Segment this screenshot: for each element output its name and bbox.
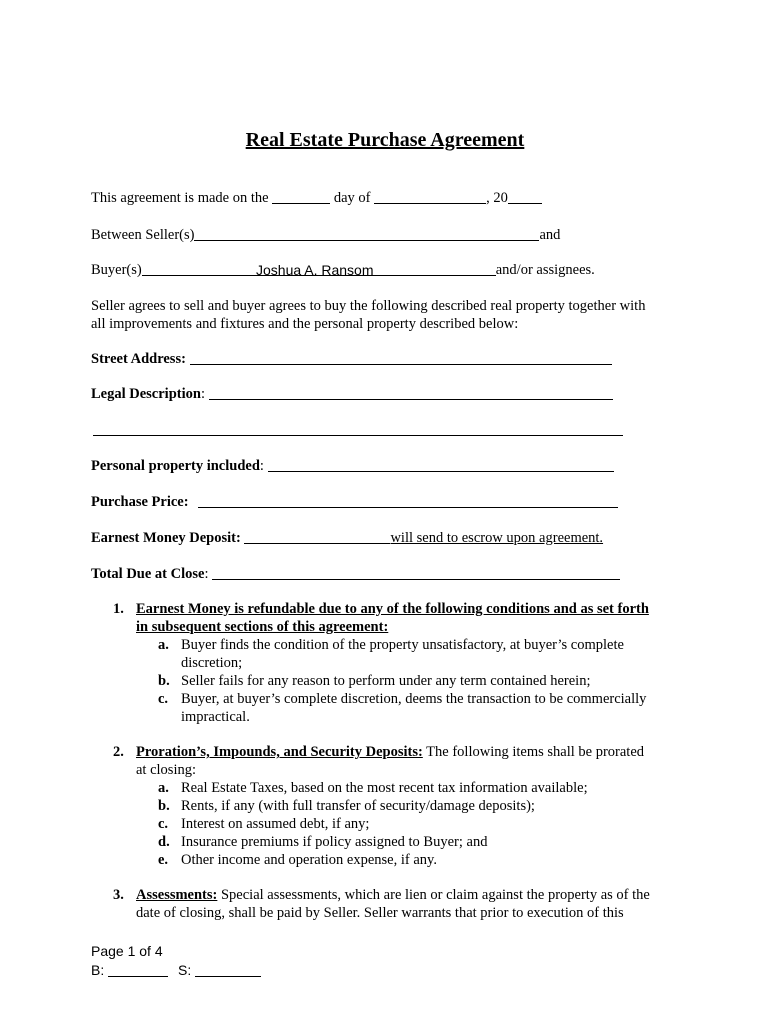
earnest-money-label: Earnest Money Deposit: <box>91 530 241 546</box>
day-field[interactable] <box>272 191 330 204</box>
section-2-item-d-letter: d. <box>158 834 170 850</box>
agreement-text-2: all improvements and fixtures and the personal property described below: <box>91 316 519 332</box>
seller-initials-field[interactable] <box>195 964 261 977</box>
buyer-name-value: Joshua A. Ransom <box>256 262 374 278</box>
section-1-item-b-text: Seller fails for any reason to perform under any term contained herein; <box>181 673 591 689</box>
section-2-item-e-letter: e. <box>158 852 169 868</box>
section-1-item-a-text-2: discretion; <box>181 655 243 671</box>
section-1-number: 1. <box>113 601 124 617</box>
seller-label: Between Seller(s) <box>91 227 195 243</box>
legal-description-continuation[interactable] <box>93 422 623 439</box>
section-2-item-c-letter: c. <box>158 816 169 832</box>
seller-field[interactable] <box>194 228 539 241</box>
date-line <box>91 190 542 207</box>
and-label: and <box>539 227 561 243</box>
section-1-item-b-letter: b. <box>158 673 170 689</box>
total-due-label: Total Due at Close <box>91 566 205 582</box>
section-2-item-b-text: Rents, if any (with full transfer of security/damage deposits); <box>181 798 535 814</box>
agreement-text-1: Seller agrees to sell and buyer agrees to buy the following described real property together with <box>91 298 646 314</box>
assignees-label: and/or assignees. <box>495 262 595 278</box>
buyer-initials-label: B: <box>91 962 105 978</box>
section-2-item-b-letter: b. <box>158 798 170 814</box>
buyer-label: Buyer(s) <box>91 262 142 278</box>
earnest-money-row <box>91 530 603 547</box>
personal-property-row: Personal property included: <box>91 458 614 475</box>
section-1-item-a-letter: a. <box>158 637 169 653</box>
purchase-price-label: Purchase Price: <box>91 494 189 510</box>
total-due-row: Total Due at Close: <box>91 566 620 583</box>
seller-line <box>91 227 560 244</box>
total-due-field[interactable] <box>212 567 620 580</box>
section-2-item-d-text: Insurance premiums if policy assigned to Buyer; and <box>181 834 488 850</box>
section-1-heading-1: Earnest Money is refundable due to any of the following conditions and as set forth <box>136 601 649 617</box>
street-address-label: Street Address: <box>91 351 186 367</box>
street-address-field[interactable] <box>190 352 612 365</box>
section-3-number: 3. <box>113 887 124 903</box>
made-on-label: This agreement is made on the <box>91 190 269 206</box>
page-number: Page 1 of 4 <box>91 943 163 959</box>
section-1-item-c-letter: c. <box>158 691 169 707</box>
section-3-line-1 <box>136 887 650 904</box>
earnest-money-field[interactable] <box>244 531 390 544</box>
day-of-label: day of <box>333 190 371 206</box>
buyer-initials-field[interactable] <box>108 964 168 977</box>
initials-row <box>91 962 261 978</box>
section-2-number: 2. <box>113 744 124 760</box>
section-1-item-c-text-2: impractical. <box>181 709 250 725</box>
escrow-note: will send to escrow upon agreement. <box>390 530 604 546</box>
personal-property-field[interactable] <box>268 459 614 472</box>
section-1-item-a-text-1: Buyer finds the condition of the property unsatisfactory, at buyer’s complete <box>181 637 624 653</box>
section-2-heading: Proration’s, Impounds, and Security Deposits: <box>136 744 423 760</box>
legal-description-row: Legal Description: <box>91 386 613 403</box>
purchase-price-field[interactable] <box>198 495 618 508</box>
personal-property-label: Personal property included <box>91 458 260 474</box>
section-2-text-2: at closing: <box>136 762 197 778</box>
section-2-line-1 <box>136 744 644 761</box>
year-prefix: , 20 <box>486 190 508 206</box>
section-1-item-c-text-1: Buyer, at buyer’s complete discretion, deems the transaction to be commercially <box>181 691 647 707</box>
seller-initials-label: S: <box>178 962 192 978</box>
month-field[interactable] <box>374 191 486 204</box>
legal-description-field[interactable] <box>209 387 613 400</box>
legal-description-label: Legal Description <box>91 386 201 402</box>
section-2-item-a-text: Real Estate Taxes, based on the most recent tax information available; <box>181 780 588 796</box>
section-1-heading-2: in subsequent sections of this agreement: <box>136 619 389 635</box>
section-3-heading: Assessments: <box>136 887 218 903</box>
street-address-row <box>91 351 612 368</box>
section-2-item-c-text: Interest on assumed debt, if any; <box>181 816 370 832</box>
document-title: Real Estate Purchase Agreement <box>245 129 525 151</box>
section-3-text-2: date of closing, shall be paid by Seller. Seller warrants that prior to execution of this <box>136 905 624 921</box>
section-3-text-1: Special assessments, which are lien or claim against the property as of the <box>217 887 650 903</box>
section-2-item-a-letter: a. <box>158 780 169 796</box>
year-field[interactable] <box>508 191 542 204</box>
purchase-price-row <box>91 494 618 511</box>
section-2-item-e-text: Other income and operation expense, if any. <box>181 852 437 868</box>
section-2-text-1: The following items shall be prorated <box>422 744 645 760</box>
